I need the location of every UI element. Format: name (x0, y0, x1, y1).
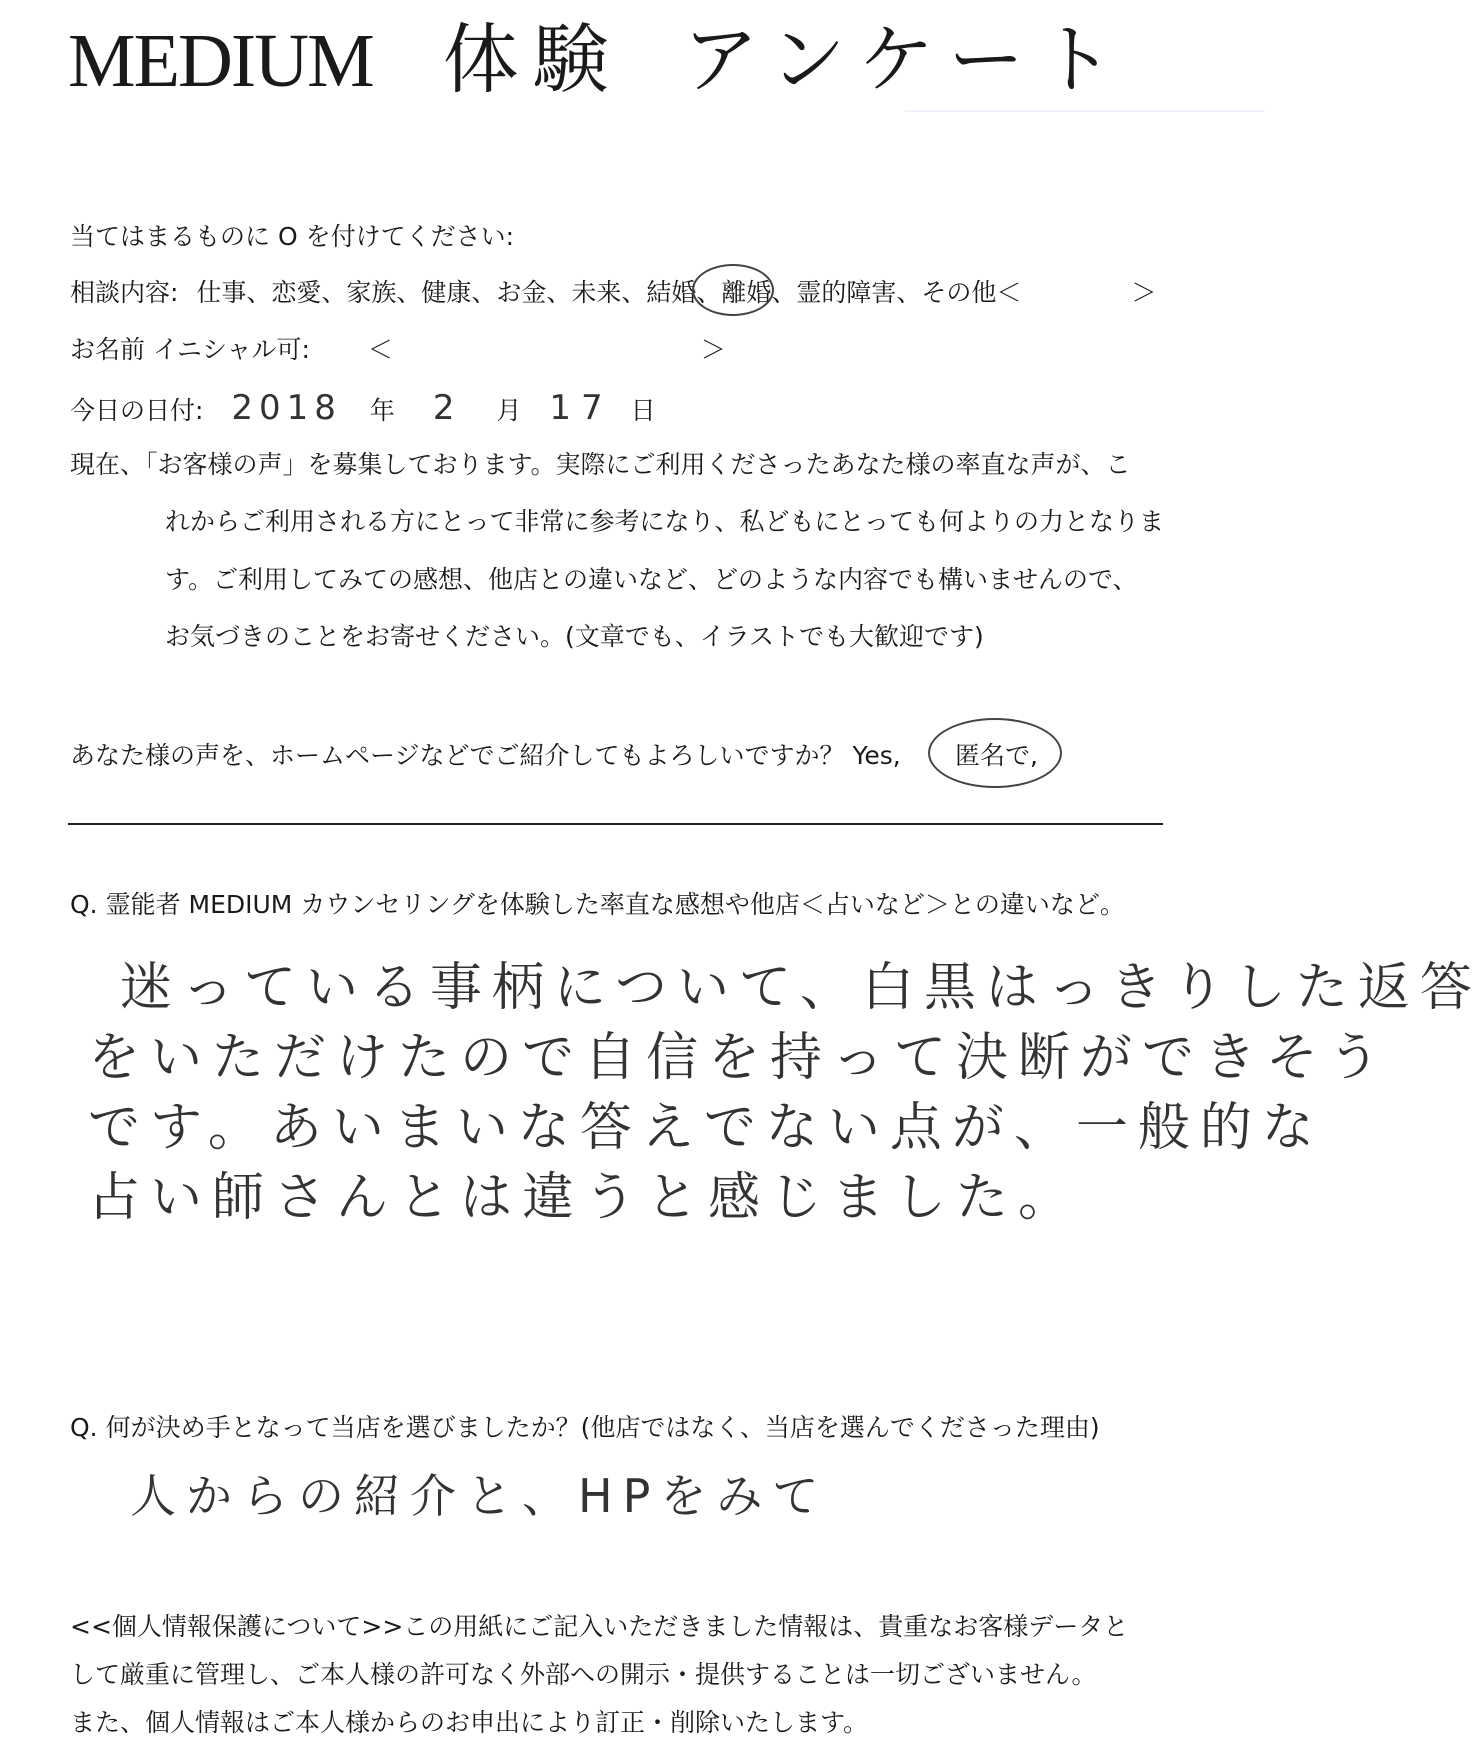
intro-line-1: 現在、「お客様の声」を募集しております。実際にご利用くださったあなた様の率直な声が、こ (70, 450, 1131, 479)
date-day-unit: 日 (630, 396, 656, 425)
scan-artifact-line (905, 110, 1265, 112)
page-title (68, 15, 1129, 104)
privacy-line-1: <<個人情報保護について>>この用紙にご記入いただきました情報は、貴重なお客様データと (70, 1612, 1129, 1641)
date-year: 2018 (231, 388, 342, 428)
intro-line-4: お気づきのことをお寄せください。(文章でも、イラストでも大歓迎です) (165, 622, 984, 651)
date-day: 17 (549, 388, 613, 428)
consult-options: 仕事、恋愛、家族、健康、お金、未来、結婚、 (196, 278, 722, 307)
intro-line-3: す。ご利用してみての感想、他店との違いなど、どのような内容でも構いませんので、 (165, 565, 1138, 594)
instructions: 当てはまるものに O を付けてください: (70, 222, 514, 251)
privacy-line-2: して厳重に管理し、ご本人様の許可なく外部への開示・提供することは一切ございません。 (70, 1660, 1097, 1689)
q1-question: Q. 霊能者 MEDIUM カウンセリングを体験した率直な感想や他店＜占いなど＞との違いなど。 (70, 890, 1125, 919)
title-enquete: アンケート (682, 15, 1129, 104)
name-close: ＞ (700, 335, 726, 364)
q2-question: Q. 何が決め手となって当店を選びましたか？(他店ではなく、当店を選んでくださった理由) (70, 1413, 1100, 1442)
title-taiken: 体験 (442, 15, 623, 104)
answer-circle-anonymous (928, 718, 1062, 788)
divider (68, 823, 1163, 825)
consult-circled-option: 離婚 (721, 278, 772, 307)
name-open: ＜ (367, 335, 393, 364)
date-row (70, 388, 656, 428)
intro-line-2: れからご利用される方にとって非常に参考になり、私どもにとっても何よりの力となりま (165, 507, 1165, 536)
q1-answer-line-1: 迷っている事柄について、白黒はっきりした返答 (120, 958, 1482, 1018)
date-year-unit: 年 (369, 396, 395, 425)
consult-row (70, 273, 1156, 309)
date-month: 2 (432, 388, 465, 428)
q1-answer-line-2: をいただけたので自信を持って決断ができそう (88, 1028, 1391, 1088)
consult-options-rest: 、霊的障害、その他＜ (771, 278, 1022, 307)
name-label: お名前 イニシャル可: (70, 335, 310, 364)
consult-close: ＞ (1131, 278, 1157, 307)
consult-label: 相談内容: (70, 278, 179, 307)
date-month-unit: 月 (496, 396, 522, 425)
name-row (70, 330, 726, 366)
consent-answer: 匿名で, (955, 741, 1038, 770)
privacy-line-3: また、個人情報はご本人様からのお申出により訂正・削除いたします。 (70, 1708, 869, 1737)
q1-answer-line-4: 占い師さんとは違うと感じました。 (88, 1168, 1081, 1228)
q1-answer-line-3: です。あいまいな答えでない点が、一般的な (88, 1098, 1324, 1158)
date-label: 今日の日付: (70, 396, 204, 425)
q2-answer: 人からの紹介と、HPをみて (130, 1469, 829, 1523)
answer-circle-divorce (692, 264, 774, 316)
consent-question: あなた様の声を、ホームページなどでご紹介してもよろしいですか？ Yes, (70, 741, 901, 770)
brand-name: MEDIUM (68, 19, 373, 103)
